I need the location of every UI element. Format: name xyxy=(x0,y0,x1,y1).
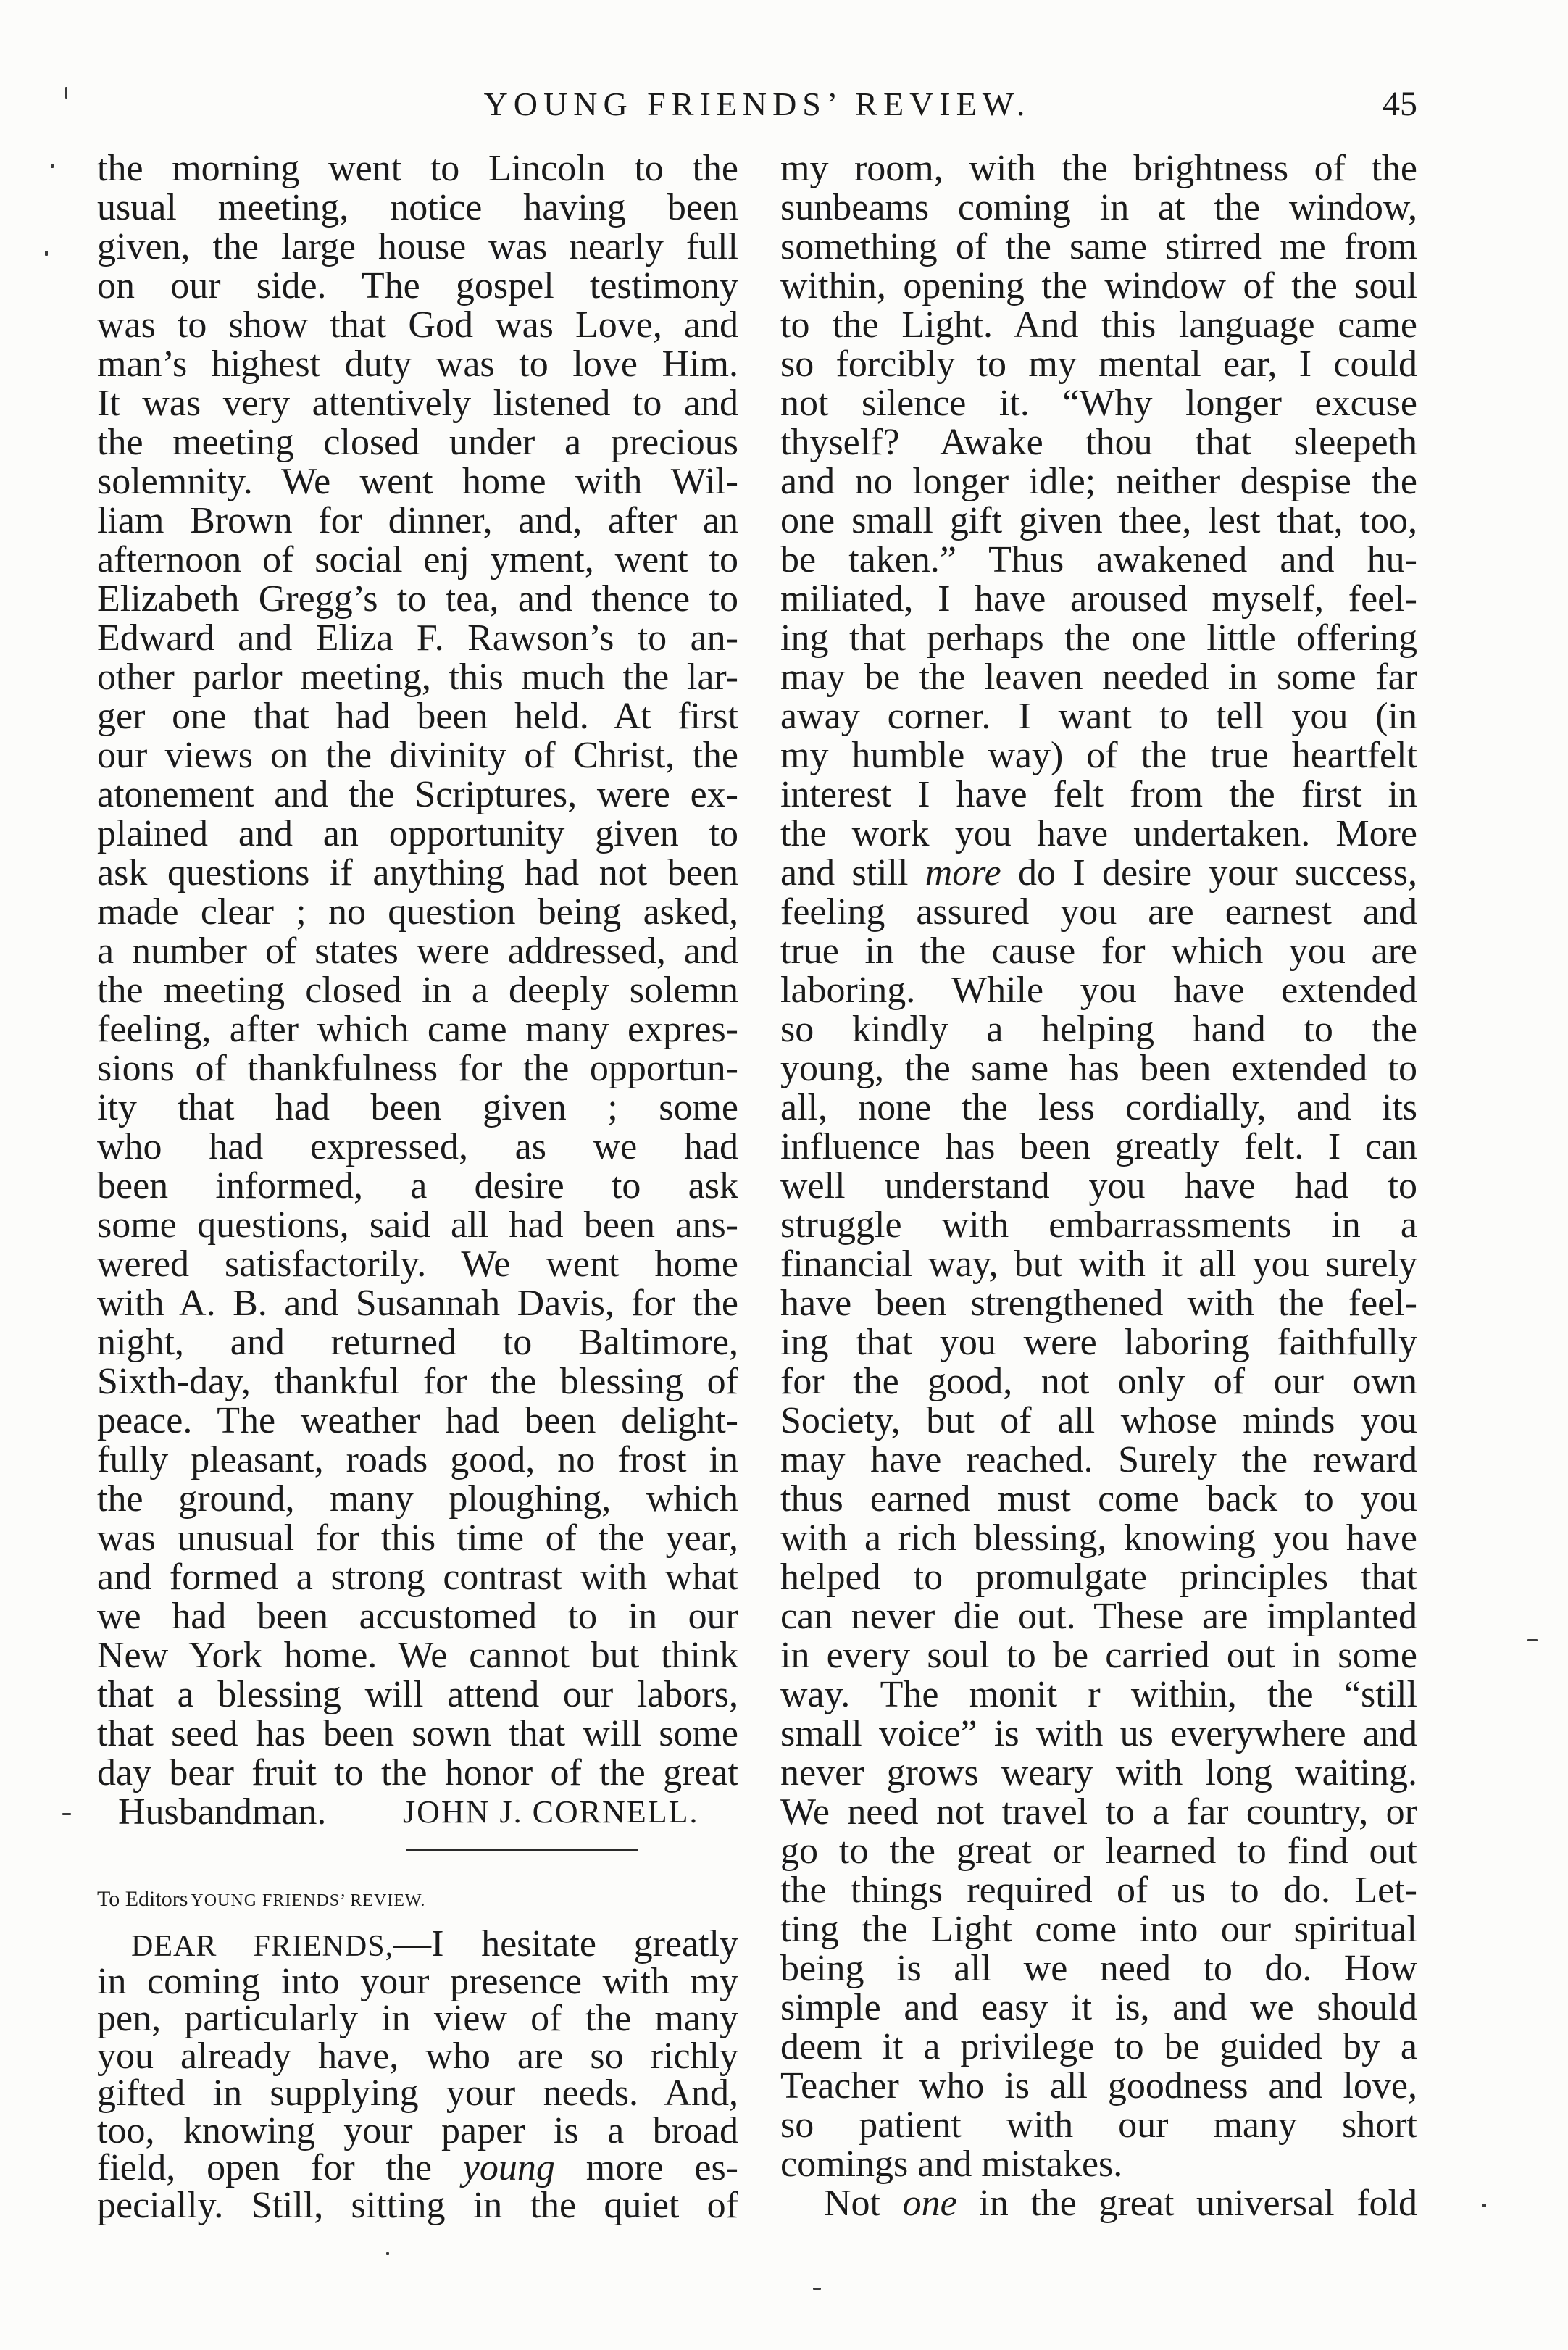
text-line: something of the same stirred me from xyxy=(780,226,1417,267)
text-line: gifted in supplying your needs. And, xyxy=(97,2072,738,2114)
text-line: may be the leaven needed in some far xyxy=(780,657,1417,698)
scan-speck xyxy=(65,87,67,99)
italic-word: young xyxy=(462,2147,555,2188)
page-number: 45 xyxy=(1383,85,1417,123)
text-line: be taken.” Thus awakened and hu- xyxy=(780,539,1417,580)
text-line: been informed, a desire to ask xyxy=(97,1165,738,1207)
text-line: given, the large house was nearly full xyxy=(97,226,738,267)
author-signature: JOHN J. CORNELL. xyxy=(403,1794,699,1830)
text-line: within, opening the window of the soul xyxy=(780,265,1417,307)
text-line: you already have, who are so richly xyxy=(97,2035,738,2077)
text-line: young, the same has been extended to xyxy=(780,1048,1417,1089)
text-line: who had expressed, as we had xyxy=(97,1126,738,1167)
text-line: true in the cause for which you are xyxy=(780,930,1417,972)
text-line: have been strengthened with the feel- xyxy=(780,1283,1417,1324)
text-line: Edward and Eliza F. Rawson’s to an- xyxy=(97,617,738,659)
text-line: ask questions if anything had not been xyxy=(97,852,738,893)
text-line: deem it a privilege to be guided by a xyxy=(780,2026,1417,2067)
text-line: all, none the less cordially, and its xyxy=(780,1087,1417,1128)
scan-speck xyxy=(386,2252,389,2255)
text-line: influence has been greatly felt. I can xyxy=(780,1126,1417,1167)
text-line: the things required of us to do. Let- xyxy=(780,1870,1417,1911)
text-line: and no longer idle; neither despise the xyxy=(780,461,1417,502)
text-line: feeling assured you are earnest and xyxy=(780,891,1417,933)
closing-line xyxy=(97,1793,738,1832)
text-segment: more es- xyxy=(554,2147,738,2188)
italic-word: one xyxy=(902,2183,957,2224)
text-line: man’s highest duty was to love Him. xyxy=(97,343,738,385)
text-segment: in the great universal fold xyxy=(956,2183,1417,2224)
scan-speck xyxy=(813,2288,821,2290)
text-line: sions of thankfulness for the opportun- xyxy=(97,1048,738,1089)
right-column xyxy=(780,149,1417,2223)
text-line: my room, with the brightness of the xyxy=(780,148,1417,189)
text-line: ing that you were laboring faithfully xyxy=(780,1322,1417,1363)
text-line: liam Brown for dinner, and, after an xyxy=(97,500,738,541)
scan-speck xyxy=(1482,2204,1486,2207)
letter-body xyxy=(97,1925,738,2224)
text-segment: —I hesitate greatly xyxy=(393,1923,738,1964)
text-line: can never die out. These are implanted xyxy=(780,1596,1417,1637)
text-line: night, and returned to Baltimore, xyxy=(97,1322,738,1363)
text-line: ity that had been given ; some xyxy=(97,1087,738,1128)
text-line: interest I have felt from the first in xyxy=(780,774,1417,815)
text-line: way. The monit r within, the “still xyxy=(780,1674,1417,1715)
text-line: Sixth-day, thankful for the blessing of xyxy=(97,1361,738,1402)
scan-speck xyxy=(51,164,54,168)
text-line: my humble way) of the true heartfelt xyxy=(780,735,1417,776)
scan-speck xyxy=(1527,1639,1538,1641)
text-line: pen, particularly in view of the many xyxy=(97,1998,738,2039)
text-line: for the good, not only of our own xyxy=(780,1361,1417,1402)
text-line: may have reached. Surely the reward xyxy=(780,1439,1417,1480)
text-line xyxy=(780,2184,1417,2223)
text-line: Elizabeth Gregg’s to tea, and thence to xyxy=(97,578,738,620)
text-line: miliated, I have aroused myself, feel- xyxy=(780,578,1417,620)
text-line: the meeting closed under a precious xyxy=(97,422,738,463)
text-line: Society, but of all whose minds you xyxy=(780,1400,1417,1441)
text-line: our views on the divinity of Christ, the xyxy=(97,735,738,776)
text-line: away corner. I want to tell you (in xyxy=(780,696,1417,737)
text-line: thyself? Awake thou that sleepeth xyxy=(780,422,1417,463)
text-segment: do I desire your success, xyxy=(1001,852,1417,893)
text-line: too, knowing your paper is a broad xyxy=(97,2109,738,2151)
text-line: afternoon of social enj yment, went to xyxy=(97,539,738,580)
text-line: other parlor meeting, this much the lar- xyxy=(97,657,738,698)
salutation-line xyxy=(97,1925,738,1963)
text-line: was unusual for this time of the year, xyxy=(97,1517,738,1559)
text-line: financial way, but with it all you surely xyxy=(780,1243,1417,1285)
text-line: small voice” is with us everywhere and xyxy=(780,1713,1417,1754)
addressee-prefix: To Editors xyxy=(97,1887,188,1911)
text-line: the morning went to Lincoln to the xyxy=(97,148,738,189)
closing-word: Husbandman. xyxy=(118,1791,327,1833)
text-line: struggle with embarrassments in a xyxy=(780,1204,1417,1246)
text-line: usual meeting, notice having been xyxy=(97,187,738,228)
text-line: laboring. While you have extended xyxy=(780,970,1417,1011)
text-line: go to the great or learned to find out xyxy=(780,1830,1417,1872)
scan-speck xyxy=(62,1813,71,1815)
section-rule xyxy=(406,1849,638,1851)
salutation: DEAR FRIENDS, xyxy=(131,1930,394,1963)
text-line: feeling, after which came many expres- xyxy=(97,1009,738,1050)
text-line: was to show that God was Love, and xyxy=(97,304,738,346)
text-line: to the Light. And this language came xyxy=(780,304,1417,346)
addressee-title: YOUNG FRIENDS’ REVIEW. xyxy=(191,1891,426,1910)
letter-addressee xyxy=(97,1884,425,1914)
text-line: wered satisfactorily. We went home xyxy=(97,1243,738,1285)
text-line: so kindly a helping hand to the xyxy=(780,1009,1417,1050)
text-line: that a blessing will attend our labors, xyxy=(97,1674,738,1715)
text-line: one small gift given thee, lest that, too, xyxy=(780,500,1417,541)
text-line: in coming into your presence with my xyxy=(97,1960,738,2002)
italic-word: more xyxy=(925,852,1001,893)
text-line: ting the Light come into our spiritual xyxy=(780,1909,1417,1950)
text-line: simple and easy it is, and we should xyxy=(780,1987,1417,2028)
text-line: with a rich blessing, knowing you have xyxy=(780,1517,1417,1559)
text-line: ing that perhaps the one little offering xyxy=(780,617,1417,659)
text-line: being is all we need to do. How xyxy=(780,1948,1417,1989)
running-head: YOUNG FRIENDS’ REVIEW. xyxy=(483,86,1031,122)
text-line: in every soul to be carried out in some xyxy=(780,1635,1417,1676)
text-segment: Not xyxy=(824,2183,903,2224)
text-line: peace. The weather had been delight- xyxy=(97,1400,738,1441)
text-line: day bear fruit to the honor of the great xyxy=(97,1752,738,1793)
text-line: so forcibly to my mental ear, I could xyxy=(780,343,1417,385)
text-line xyxy=(780,854,1417,893)
text-segment: field, open for the xyxy=(97,2147,463,2188)
text-segment: and still xyxy=(780,852,925,893)
text-line: the work you have undertaken. More xyxy=(780,813,1417,854)
text-line: and formed a strong contrast with what xyxy=(97,1557,738,1598)
text-line xyxy=(97,2149,738,2187)
text-line: ger one that had been held. At first xyxy=(97,696,738,737)
text-line: New York home. We cannot but think xyxy=(97,1635,738,1676)
text-line: atonement and the Scriptures, were ex- xyxy=(97,774,738,815)
text-line: a number of states were addressed, and xyxy=(97,930,738,972)
text-line: so patient with our many short xyxy=(780,2104,1417,2146)
text-line: some questions, said all had been ans- xyxy=(97,1204,738,1246)
scan-speck xyxy=(45,251,48,256)
text-line: solemnity. We went home with Wil- xyxy=(97,461,738,502)
text-line: made clear ; no question being asked, xyxy=(97,891,738,933)
text-line: pecially. Still, sitting in the quiet of xyxy=(97,2184,738,2226)
text-line: the meeting closed in a deeply solemn xyxy=(97,970,738,1011)
text-line: plained and an opportunity given to xyxy=(97,813,738,854)
text-line: on our side. The gospel testimony xyxy=(97,265,738,307)
text-line: sunbeams coming in at the window, xyxy=(780,187,1417,228)
text-line: not silence it. “Why longer excuse xyxy=(780,383,1417,424)
text-line: fully pleasant, roads good, no frost in xyxy=(97,1439,738,1480)
text-line: Teacher who is all goodness and love, xyxy=(780,2065,1417,2107)
text-line: with A. B. and Susannah Davis, for the xyxy=(97,1283,738,1324)
text-line: We need not travel to a far country, or xyxy=(780,1791,1417,1833)
text-line: thus earned must come back to you xyxy=(780,1478,1417,1520)
text-line: never grows weary with long waiting. xyxy=(780,1752,1417,1793)
text-line: helped to promulgate principles that xyxy=(780,1557,1417,1598)
text-line: well understand you have had to xyxy=(780,1165,1417,1207)
text-line: we had been accustomed to in our xyxy=(97,1596,738,1637)
left-column xyxy=(97,149,738,1832)
text-line: It was very attentively listened to and xyxy=(97,383,738,424)
text-line: comings and mistakes. xyxy=(780,2143,1123,2185)
text-line: that seed has been sown that will some xyxy=(97,1713,738,1754)
text-line: the ground, many ploughing, which xyxy=(97,1478,738,1520)
